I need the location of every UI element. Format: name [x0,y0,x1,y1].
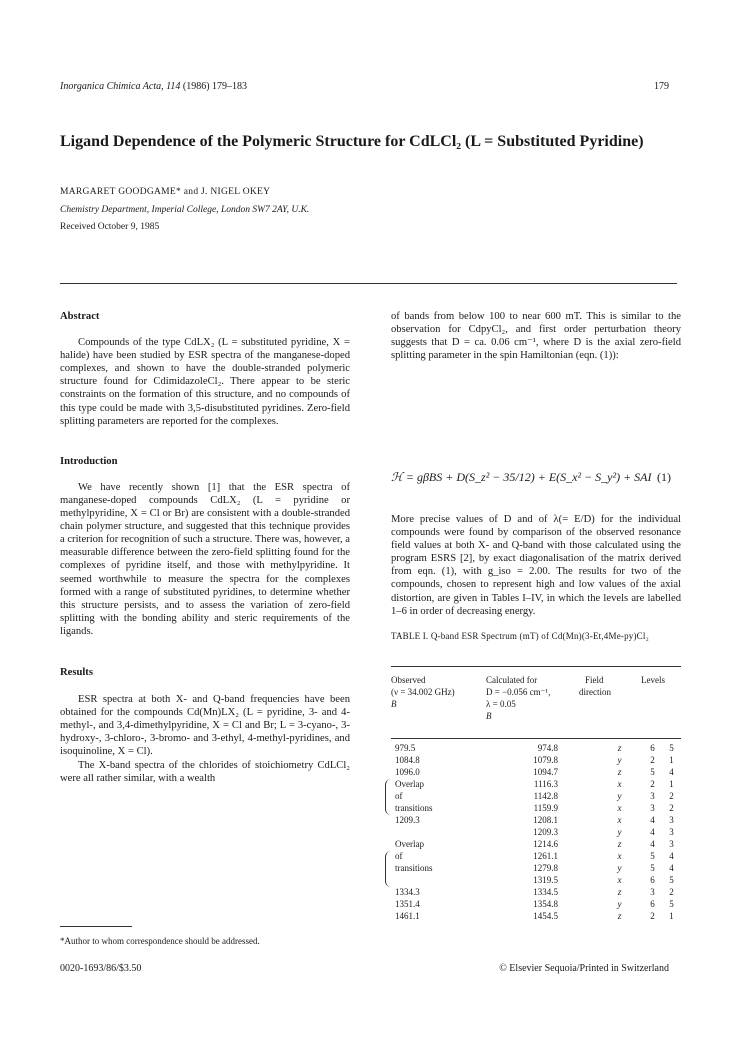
direction-cell: z [617,743,622,753]
right-paragraph-2: More precise values of D and of λ(= E/D) for the individual compounds were found by comparison of the observed resonance field values at both X- and Q-band with those calculated using the program ESRS [2], by exact diagonalisation of the matrix derived from eqn. (1), with g_iso = 2.00. The results for two of the compounds, chosen to represent high and low values of the axial distortion, are given in Tables I–IV, in which the levels are labelled 1–6 in order of decreasing energy. [391,514,681,617]
journal-volume: 114 [166,81,181,92]
journal-name: Inorganica Chimica Acta, [60,81,164,92]
calculated-cell: 1454.5 [533,911,558,921]
calculated-cell: 1319.5 [533,875,558,885]
table-row [391,898,681,910]
table-row [391,886,681,898]
direction-cell: x [617,875,622,885]
direction-cell: y [617,755,622,765]
table-row [391,910,681,922]
observed-cell: 1096.0 [395,767,420,777]
calculated-cell: 1116.3 [533,779,558,789]
table-row [391,766,681,778]
level-lower-cell: 3 [669,827,674,837]
right-column-mid [391,513,681,618]
level-upper-cell: 6 [650,875,655,885]
direction-cell: z [617,767,622,777]
table-row [391,790,681,802]
page-number: 179 [654,81,669,92]
abstract-text: Compounds of the type CdLX₂ (L = substituted pyridine, X = halide) have been studied by ESR spectra of the manganese-doped complexes, and shown to have the double-stranded polymeric structure found for CdimidazoleCl₂. There appear to be steric constraints on the formation of this structure, and no compounds of this type could be made with 3,5-disubstituted pyridines. Zero-field splitting parameters are reported for the complexes. [60,337,350,427]
calculated-cell: 1354.8 [533,899,558,909]
level-lower-cell: 3 [669,815,674,825]
introduction-text: We have recently shown [1] that the ESR spectra of manganese-doped compounds CdLX₂ (L = pyridine or methylpyridine, X = Cl or Br) are consistent with a double-stranded chain polymer structure, and suggested that this technique provides a criterion for recognition of such a structure. There was, however, a measurable difference between the zero-field splitting found for the complexes of pyridine itself, and those with methylpyridine. It seemed worthwhile to measure the spectra for the complexes formed with a range of substituted pyridines, to determine whether this structure persists, and to assess the variation of zero-field splitting with the bonding ability and steric requirements of the ligands. [60,481,351,637]
level-lower-cell: 3 [669,839,674,849]
direction-cell: y [617,827,622,837]
table-row [391,862,681,874]
level-upper-cell: 3 [650,803,655,813]
observed-cell [391,874,474,886]
observed-header-line1: Observed [391,675,426,685]
field-header [579,674,639,698]
observed-cell: 1461.1 [395,911,420,921]
title-divider [60,283,677,284]
level-lower-cell: 1 [669,779,674,789]
direction-cell: y [617,791,622,801]
calculated-cell: 1208.1 [533,815,558,825]
level-lower-cell: 5 [669,875,674,885]
level-upper-cell: 2 [650,779,655,789]
direction-cell: x [617,851,622,861]
field-header-line1: Field [585,675,604,685]
direction-cell: x [617,803,622,813]
results-paragraph-2: The X-band spectra of the chlorides of stoichiometry CdLCl₂ were all rather similar, with a wealth [60,759,350,784]
calculated-header [486,674,586,722]
calculated-cell: 1261.1 [533,851,558,861]
overlap-brace-1 [385,779,392,815]
table-row [391,754,681,766]
level-lower-cell: 2 [669,887,674,897]
direction-cell: x [617,779,622,789]
calculated-cell: 1142.8 [533,791,558,801]
level-lower-cell: 1 [669,755,674,765]
level-upper-cell: 4 [650,815,655,825]
level-upper-cell: 4 [650,839,655,849]
observed-header [391,674,486,710]
abstract-heading: Abstract [60,311,100,322]
table-row [391,742,681,754]
calculated-header-line3: λ = 0.05 [486,699,516,709]
observed-cell: Overlap [395,779,424,789]
direction-cell: x [617,815,622,825]
calculated-cell: 1279.8 [533,863,558,873]
table-caption: TABLE I. Q-band ESR Spectrum (mT) of Cd(Mn)(3-Et,4Me-py)Cl₂ [391,631,649,641]
level-upper-cell: 6 [650,899,655,909]
direction-cell: z [617,839,622,849]
direction-cell: z [617,887,622,897]
affiliation: Chemistry Department, Imperial College, London SW7 2AY, U.K. [60,205,310,215]
footnote-rule [60,926,132,927]
article-code: 0020-1693/86/$3.50 [60,963,142,974]
table-top-rule [391,666,681,667]
overlap-brace-2 [385,851,392,887]
observed-cell: of [395,791,403,801]
direction-cell: y [617,899,622,909]
observed-cell: of [395,851,403,861]
level-lower-cell: 2 [669,791,674,801]
level-upper-cell: 4 [650,827,655,837]
table-row [391,814,681,826]
observed-cell: Overlap [395,839,424,849]
article-title: Ligand Dependence of the Polymeric Structure for CdLCl₂ (L = Substituted Pyridine) [60,133,644,150]
journal-year-pages: (1986) 179–183 [182,81,248,92]
levels-header: Levels [641,675,665,685]
level-lower-cell: 2 [669,803,674,813]
calculated-cell: 1094.7 [533,767,558,777]
running-header [60,81,247,92]
calculated-cell: 1334.5 [533,887,558,897]
calculated-cell: 1214.6 [533,839,558,849]
level-upper-cell: 2 [650,911,655,921]
received-date: Received October 9, 1985 [60,222,160,232]
level-upper-cell: 5 [650,863,655,873]
right-column-top [391,310,681,362]
observed-header-line3: B [391,699,397,709]
footnote: *Author to whom correspondence should be addressed. [60,936,260,946]
table-row [391,802,681,814]
level-upper-cell: 3 [650,887,655,897]
level-lower-cell: 4 [669,767,674,777]
calculated-cell: 1159.9 [533,803,558,813]
level-lower-cell: 5 [669,743,674,753]
table-header-rule [391,738,681,739]
direction-cell: y [617,863,622,873]
level-upper-cell: 5 [650,767,655,777]
observed-cell: transitions [395,863,433,873]
table-row [391,874,681,886]
results-heading: Results [60,666,93,678]
publisher-line: © Elsevier Sequoia/Printed in Switzerland [499,963,669,974]
introduction-heading: Introduction [60,455,118,467]
calculated-header-line2: D = −0.056 cm⁻¹, [486,687,551,697]
observed-cell: 1351.4 [395,899,420,909]
observed-cell [391,826,474,838]
results-paragraph-1: ESR spectra at both X- and Q-band frequencies have been obtained for the compounds Cd(Mn)LX₂ (L = pyridine, 3- and 4-methyl-, and 3,4-dimethylpyridine, X = Cl and Br; L = 3-cyano-, 3-hydroxy-, 3-chloro-, 3-bromo- and 3-ethyl, 4-methyl-pyridines, and isoquinoline, X = Cl). [60,694,350,758]
level-lower-cell: 4 [669,863,674,873]
level-upper-cell: 6 [650,743,655,753]
spin-hamiltonian-equation [391,470,681,485]
table-body [391,742,681,922]
calculated-header-line1: Calculated for [486,675,538,685]
level-upper-cell: 2 [650,755,655,765]
observed-cell: transitions [395,803,433,813]
calculated-header-line4: B [486,711,492,721]
equation-text: ℋ = gβBS + D(S_z² − 35/12) + E(S_x² − S_y²) + SAI [391,470,652,484]
table-row [391,838,681,850]
table-row [391,826,681,838]
level-lower-cell: 1 [669,911,674,921]
esr-table [391,742,681,922]
observed-header-line2: (ν = 34.002 GHz) [391,687,455,697]
level-upper-cell: 5 [650,851,655,861]
calculated-cell: 974.8 [537,743,558,753]
authors: MARGARET GOODGAME* and J. NIGEL OKEY [60,187,271,197]
field-header-line2: direction [579,687,611,697]
level-lower-cell: 4 [669,851,674,861]
level-lower-cell: 5 [669,899,674,909]
direction-cell: z [617,911,622,921]
observed-cell: 979.5 [395,743,416,753]
observed-cell: 1209.3 [395,815,420,825]
equation-number: (1) [657,470,671,484]
table-row [391,850,681,862]
table-row [391,778,681,790]
right-paragraph-1: of bands from below 100 to near 600 mT. This is similar to the observation for CdpyCl₂, and first order perturbation theory suggests that D = ca. 0.06 cm⁻¹, where D is the axial zero-field splitting parameter in the spin Hamiltonian (eqn. (1)): [391,311,681,362]
calculated-cell: 1209.3 [533,827,558,837]
level-upper-cell: 3 [650,791,655,801]
observed-cell: 1334.3 [395,887,420,897]
calculated-cell: 1079.8 [533,755,558,765]
left-column [60,310,350,785]
observed-cell: 1084.8 [395,755,420,765]
